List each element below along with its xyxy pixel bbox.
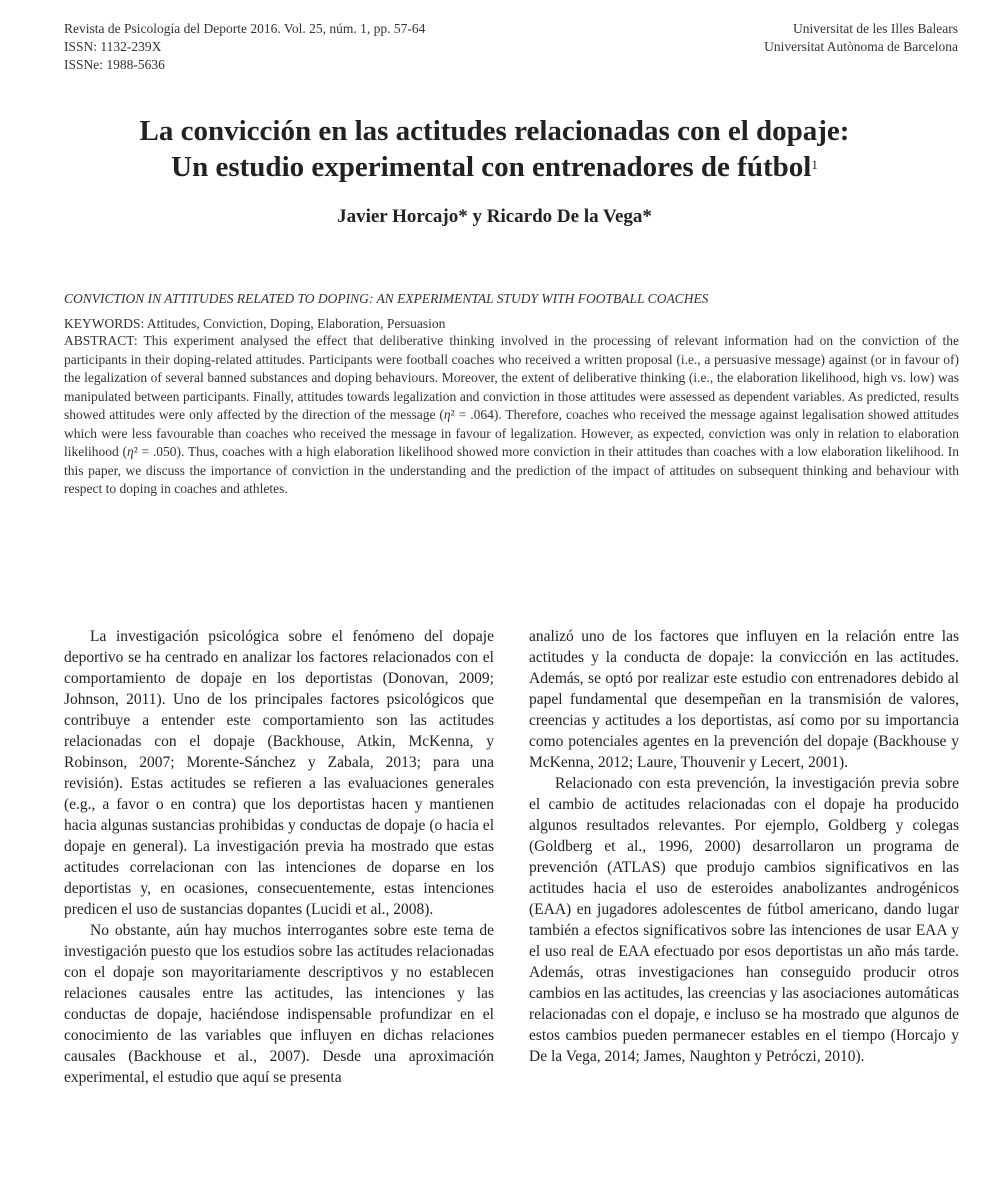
paper-title-line-2 — [0, 149, 989, 185]
university-info — [764, 20, 958, 56]
body-column-left — [64, 626, 494, 1088]
journal-citation: Revista de Psicología del Deporte 2016. Vol. 25, núm. 1, pp. 57-64 — [64, 21, 426, 36]
abstract-part-2: ² = .064). Therefore, coaches who received the message against legalisation showed attitudes which were less favourable than coaches who received the message in favour of legalization. However, as expected, conviction was only in relation to elaboration likelihood ( — [64, 407, 959, 459]
journal-issne: ISSNe: 1988-5636 — [64, 57, 165, 72]
paper-title-line-2-text: Un estudio experimental con entrenadores de fútbol — [171, 151, 812, 183]
abstract-part-1: This experiment analysed the effect that deliberative thinking involved in the processing of relevant information had on the conviction of the participants in their doping-related attitudes. Participants were football coaches who received a written proposal (i.e., a persuasive message) against (or in favour of) the legalization of several banned substances and doping behaviours. Moreover, the extent of deliberative thinking (i.e., the elaboration likelihood, high vs. low) was manipulated between participants. Finally, attitudes towards legalization and conviction in those attitudes were assessed as dependent variables. As predicted, results showed attitudes were only affected by the direction of the message ( — [64, 333, 959, 422]
body-paragraph: analizó uno de los factores que influyen en la relación entre las actitudes y la conducta de dopaje: la convicción en las actitudes. Además, se optó por realizar este estudio con entrenadores debido al papel fundamental que desempeñan en la transmisión de valores, creencias y actitudes a los deportistas, así como por su importancia como potenciales agentes en la prevención del dopaje (Backhouse y McKenna, 2012; Laure, Thouvenir y Lecert, 2001). — [529, 628, 959, 771]
abstract-part-3: ² = .050). Thus, coaches with a high elaboration likelihood showed more conviction in their attitudes than coaches with a low elaboration likelihood. In this paper, we discuss the importance of conviction in the understanding and the prediction of the impact of attitudes on subsequent thinking and behaviour with respect to doping in coaches and athletes. — [64, 444, 959, 496]
keywords-label: KEYWORDS: — [64, 316, 145, 331]
university-line-1: Universitat de les Illes Balears — [793, 21, 958, 36]
eta-symbol-1: η — [443, 407, 451, 422]
body-column-right — [529, 626, 959, 1067]
journal-issn: ISSN: 1132-239X — [64, 39, 162, 54]
keywords — [64, 315, 964, 332]
footnote-mark: 1 — [811, 157, 818, 172]
journal-info — [64, 20, 425, 74]
english-title: CONVICTION IN ATTITUDES RELATED TO DOPING: AN EXPERIMENTAL STUDY WITH FOOTBALL COACHES — [64, 291, 709, 306]
body-paragraph: No obstante, aún hay muchos interrogantes sobre este tema de investigación puesto que los estudios sobre las actitudes relacionadas con el dopaje son mayoritariamente descriptivos y no establecen relaciones causales entre las actitudes, las intenciones y las conductas de dopaje, haciéndose indispensable profundizar en el conocimiento de las variables que influyen en dichas relaciones causales (Backhouse et al., 2007). Desde una aproximación experimental, el estudio que aquí se presenta — [64, 922, 494, 1086]
paper-authors: Javier Horcajo* y Ricardo De la Vega* — [337, 206, 652, 227]
paper-title — [0, 113, 989, 185]
body-paragraph: La investigación psicológica sobre el fenómeno del dopaje deportivo se ha centrado en analizar los factores relacionados con el comportamiento de dopaje en los deportistas (Donovan, 2009; Johnson, 2011). Uno de los principales factores psicológicos que contribuye a entender este comportamiento son las actitudes relacionadas con el dopaje (Backhouse, Atkin, McKenna, y Robinson, 2007; Morente-Sánchez y Zabala, 2013; para una revisión). Estas actitudes se refieren a las evaluaciones generales (e.g., a favor o en contra) que los deportistas hacen y mantienen hacia algunas sustancias prohibidas y conductas de dopaje (o hacia el dopaje en general). La investigación previa ha mostrado que estas actitudes correlacionan con las intenciones de doparse en los deportistas y, en ocasiones, consecuentemente, estas intenciones predicen el uso de sustancias dopantes (Lucidi et al., 2008). — [64, 628, 494, 918]
abstract-label: ABSTRACT: — [64, 333, 138, 348]
eta-symbol-2: η — [127, 444, 134, 459]
paper-title-line-1: La convicción en las actitudes relacionadas con el dopaje: — [139, 115, 850, 147]
body-paragraph: Relacionado con esta prevención, la investigación previa sobre el cambio de actitudes relacionadas con el dopaje ha producido algunos resultados relevantes. Por ejemplo, Goldberg y colegas (Goldberg et al., 1996, 2000) desarrollaron un programa de prevención (ATLAS) que produjo cambios significativos en las actitudes hacia el uso de esteroides anabolizantes androgénicos (EAA) en jugadores adolescentes de fútbol americano, dando lugar también a efectos significativos sobre las intenciones de usar EAA y el uso real de EAA efectuado por esos deportistas un año más tarde. Además, otras investigaciones han conseguido producir otros cambios en las actitudes, las creencias y las asociaciones automáticas relacionadas con el dopaje, e incluso se ha mostrado que algunos de estos cambios pueden permanecer estables en el tiempo (Horcajo y De la Vega, 2014; James, Naughton y Petróczi, 2010). — [529, 775, 959, 1065]
abstract — [64, 332, 959, 499]
university-line-2: Universitat Autònoma de Barcelona — [764, 39, 958, 54]
keywords-text: Attitudes, Conviction, Doping, Elaboration, Persuasion — [144, 316, 446, 331]
